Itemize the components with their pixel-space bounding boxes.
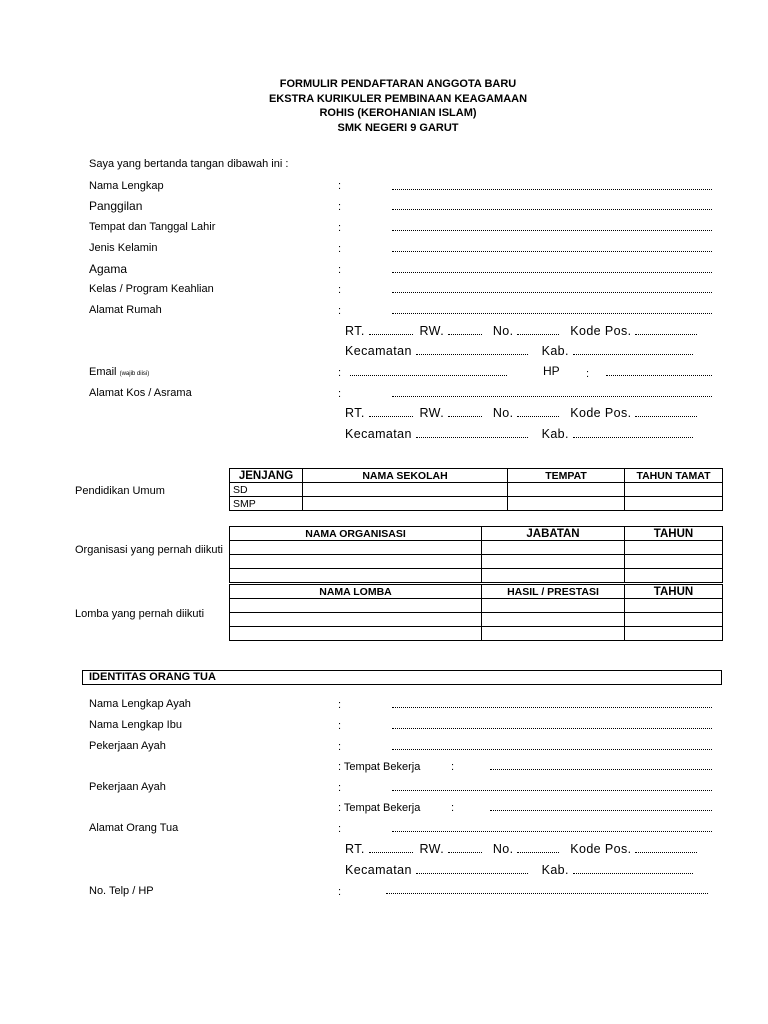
table-cell[interactable] — [482, 627, 625, 641]
kecamatan-label: Kecamatan — [345, 863, 412, 877]
table-cell[interactable] — [303, 497, 508, 511]
field-colon: : — [586, 368, 590, 380]
no-line[interactable] — [517, 841, 559, 853]
field-colon: : — [451, 761, 455, 773]
kecamatan-line[interactable] — [416, 343, 528, 355]
pendidikan-label: Pendidikan Umum — [75, 485, 165, 497]
col-jabatan: JABATAN — [482, 527, 625, 541]
rw-line[interactable] — [448, 841, 482, 853]
table-cell[interactable] — [482, 613, 625, 627]
table-header-row — [230, 585, 723, 599]
field-line-ibu[interactable] — [392, 728, 712, 729]
table-cell[interactable] — [230, 627, 482, 641]
form-title-line-4: SMK NEGERI 9 GARUT — [337, 122, 459, 134]
field-colon: : — [338, 388, 342, 400]
rt-line[interactable] — [369, 405, 413, 417]
rw-line[interactable] — [448, 323, 482, 335]
table-cell[interactable] — [508, 483, 625, 497]
field-line-ttl[interactable] — [392, 230, 712, 231]
address-row-rt — [345, 841, 697, 857]
field-label-tempat-bekerja: : Tempat Bekerja — [338, 761, 421, 773]
field-colon: : — [338, 782, 342, 794]
table-cell[interactable] — [303, 483, 508, 497]
field-label-email — [89, 365, 149, 381]
table-cell[interactable] — [230, 599, 482, 613]
kodepos-line[interactable] — [635, 405, 697, 417]
table-cell[interactable] — [625, 599, 723, 613]
field-label-alamat-orang-tua: Alamat Orang Tua — [89, 822, 179, 834]
table-cell[interactable] — [625, 627, 723, 641]
table-cell[interactable] — [482, 555, 625, 569]
field-colon: : — [338, 222, 342, 234]
rw-line[interactable] — [448, 405, 482, 417]
organisasi-table — [229, 526, 723, 583]
field-line-pekerjaan-1[interactable] — [392, 749, 712, 750]
field-label-pekerjaan-1: Pekerjaan Ayah — [89, 740, 166, 752]
field-label-jenis-kelamin: Jenis Kelamin — [89, 242, 158, 254]
table-cell[interactable] — [230, 569, 482, 583]
field-label-pekerjaan-2: Pekerjaan Ayah — [89, 781, 166, 793]
field-colon: : — [338, 243, 342, 255]
table-cell[interactable] — [625, 613, 723, 627]
lomba-label: Lomba yang pernah diikuti — [75, 608, 205, 620]
field-colon: : — [451, 802, 455, 814]
kecamatan-line[interactable] — [416, 426, 528, 438]
field-colon: : — [338, 180, 342, 192]
table-row — [230, 569, 723, 583]
jenjang-smp: SMP — [230, 497, 303, 511]
field-label-hp: HP — [543, 364, 560, 378]
kodepos-label: Kode Pos. — [570, 324, 632, 338]
table-cell[interactable] — [625, 541, 723, 555]
table-cell[interactable] — [625, 555, 723, 569]
table-cell[interactable] — [230, 541, 482, 555]
table-cell[interactable] — [230, 613, 482, 627]
col-nama-organisasi: NAMA ORGANISASI — [230, 527, 482, 541]
field-colon: : — [338, 367, 342, 379]
lomba-table — [229, 584, 723, 641]
field-colon: : — [338, 699, 342, 711]
field-line-alamat-rumah[interactable] — [392, 313, 712, 314]
table-row — [230, 497, 723, 511]
form-title-line-3: ROHIS (KEROHANIAN ISLAM) — [319, 107, 477, 119]
table-row — [230, 555, 723, 569]
no-line[interactable] — [517, 323, 559, 335]
kodepos-line[interactable] — [635, 323, 697, 335]
field-line-ayah[interactable] — [392, 707, 712, 708]
field-line-hp[interactable] — [606, 375, 712, 376]
field-line-alamat-orang-tua[interactable] — [392, 831, 712, 832]
field-line-kos[interactable] — [392, 396, 712, 397]
field-line-agama[interactable] — [392, 272, 712, 273]
col-nama-lomba: NAMA LOMBA — [230, 585, 482, 599]
field-colon: : — [338, 741, 342, 753]
kecamatan-label: Kecamatan — [345, 344, 412, 358]
rt-line[interactable] — [369, 841, 413, 853]
col-jenjang: JENJANG — [230, 469, 303, 483]
rw-label: RW. — [419, 842, 445, 856]
field-line-tempat-bekerja[interactable] — [490, 769, 712, 770]
rt-line[interactable] — [369, 323, 413, 335]
form-title-line-2: EKSTRA KURIKULER PEMBINAAN KEAGAMAAN — [268, 93, 528, 105]
field-line-panggilan[interactable] — [392, 209, 712, 210]
kab-line[interactable] — [573, 862, 693, 874]
rw-label: RW. — [419, 324, 445, 338]
kodepos-label: Kode Pos. — [570, 406, 632, 420]
email-label: Email — [89, 366, 117, 378]
col-tahun: TAHUN — [625, 585, 723, 599]
intro-text: Saya yang bertanda tangan dibawah ini : — [89, 158, 289, 170]
field-colon: : — [338, 284, 342, 296]
field-colon: : — [338, 720, 342, 732]
kab-line[interactable] — [573, 426, 693, 438]
field-line-jenis-kelamin[interactable] — [392, 251, 712, 252]
field-label-agama: Agama — [89, 262, 128, 276]
kab-label: Kab. — [541, 344, 569, 358]
field-line-kelas[interactable] — [392, 292, 712, 293]
pendidikan-table — [229, 468, 723, 511]
field-colon: : — [338, 264, 342, 276]
kecamatan-label: Kecamatan — [345, 427, 412, 441]
kab-label: Kab. — [541, 863, 569, 877]
table-header-row — [230, 527, 723, 541]
field-line-nama[interactable] — [392, 189, 712, 190]
address-row-rt — [345, 323, 697, 339]
address-row-kecamatan — [345, 343, 693, 359]
table-cell[interactable] — [482, 599, 625, 613]
organisasi-label: Organisasi yang pernah diikuti — [75, 544, 223, 556]
field-label-ttl: Tempat dan Tanggal Lahir — [89, 221, 216, 233]
field-colon: : — [338, 201, 342, 213]
field-label-panggilan: Panggilan — [89, 199, 143, 213]
kodepos-label: Kode Pos. — [570, 842, 632, 856]
rw-label: RW. — [419, 406, 445, 420]
field-colon: : — [338, 886, 342, 898]
col-nama-sekolah: NAMA SEKOLAH — [303, 469, 508, 483]
field-colon: : — [338, 305, 342, 317]
table-cell[interactable] — [508, 497, 625, 511]
section-title-orang-tua: IDENTITAS ORANG TUA — [82, 670, 722, 685]
field-label-alamat-rumah: Alamat Rumah — [89, 304, 162, 316]
field-label-kelas: Kelas / Program Keahlian — [89, 283, 214, 295]
form-title-line-1: FORMULIR PENDAFTARAN ANGGOTA BARU — [279, 78, 517, 90]
field-line-email[interactable] — [350, 375, 507, 376]
jenjang-sd: SD — [230, 483, 303, 497]
table-row — [230, 541, 723, 555]
table-row — [230, 483, 723, 497]
col-tahun: TAHUN — [625, 527, 723, 541]
table-row — [230, 599, 723, 613]
field-line-tempat-bekerja[interactable] — [490, 810, 712, 811]
field-label-ayah: Nama Lengkap Ayah — [89, 698, 191, 710]
table-cell[interactable] — [625, 483, 723, 497]
rt-label: RT. — [345, 324, 365, 338]
field-label-telp: No. Telp / HP — [89, 885, 154, 897]
no-label: No. — [492, 842, 514, 856]
rt-label: RT. — [345, 406, 365, 420]
no-label: No. — [492, 324, 514, 338]
table-cell[interactable] — [625, 569, 723, 583]
table-cell[interactable] — [482, 569, 625, 583]
no-label: No. — [492, 406, 514, 420]
address-row-rt — [345, 405, 697, 421]
table-cell[interactable] — [625, 497, 723, 511]
field-line-pekerjaan-2[interactable] — [392, 790, 712, 791]
kodepos-line[interactable] — [635, 841, 697, 853]
table-row — [230, 613, 723, 627]
table-row — [230, 627, 723, 641]
email-note: (wajib diisi) — [119, 371, 150, 377]
no-line[interactable] — [517, 405, 559, 417]
field-label-ibu: Nama Lengkap Ibu — [89, 719, 182, 731]
field-label-nama: Nama Lengkap — [89, 180, 164, 192]
table-header-row — [230, 469, 723, 483]
field-label-kos: Alamat Kos / Asrama — [89, 387, 192, 399]
field-line-telp[interactable] — [386, 893, 708, 894]
field-label-tempat-bekerja: : Tempat Bekerja — [338, 802, 421, 814]
col-tahun-tamat: TAHUN TAMAT — [625, 469, 723, 483]
kecamatan-line[interactable] — [416, 862, 528, 874]
kab-line[interactable] — [573, 343, 693, 355]
col-hasil-prestasi: HASIL / PRESTASI — [482, 585, 625, 599]
field-colon: : — [338, 823, 342, 835]
address-row-kecamatan — [345, 426, 693, 442]
table-cell[interactable] — [230, 555, 482, 569]
rt-label: RT. — [345, 842, 365, 856]
table-cell[interactable] — [482, 541, 625, 555]
col-tempat: TEMPAT — [508, 469, 625, 483]
kab-label: Kab. — [541, 427, 569, 441]
address-row-kecamatan — [345, 862, 693, 878]
